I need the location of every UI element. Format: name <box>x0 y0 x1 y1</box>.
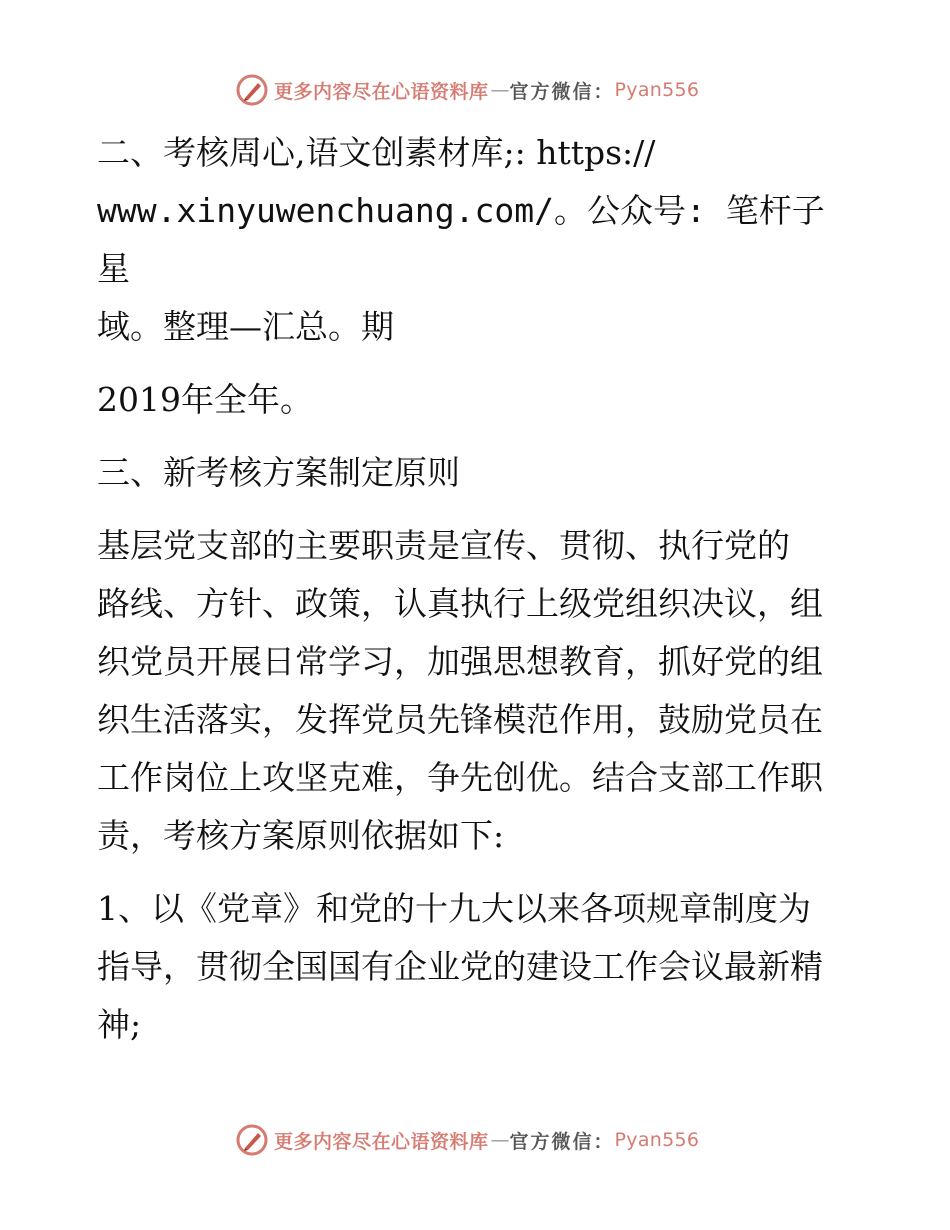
text-line: 基层党支部的主要职责是宣传、贯彻、执行党的 <box>97 526 790 565</box>
paragraph-year <box>97 371 857 429</box>
text-line: 神; <box>97 1005 142 1044</box>
pen-logo-icon <box>236 1124 268 1156</box>
pen-logo-icon <box>236 74 268 106</box>
text-line: 三、新考核方案制定原则 <box>97 453 460 492</box>
text-line: 域。整理—汇总。期 <box>97 307 394 346</box>
banner-main-text: 更多内容尽在心语资料库 <box>274 80 489 103</box>
banner-wechat-id: Pyan556 <box>614 79 700 101</box>
footer-watermark <box>236 1122 699 1158</box>
text-line: 路线、方针、政策，认真执行上级党组织决议，组 <box>97 584 823 623</box>
text-line: 1、以《党章》和党的十九大以来各项规章制度为 <box>97 889 811 928</box>
text-line: 责，考核方案原则依据如下: <box>97 816 505 855</box>
banner-wechat-id: Pyan556 <box>614 1129 700 1151</box>
banner-dash: — <box>490 1129 508 1151</box>
text-line: 指导，贯彻全国国有企业党的建设工作会议最新精 <box>97 947 823 986</box>
section-heading-three <box>97 444 857 502</box>
banner-wechat-label: 官方微信： <box>509 80 615 103</box>
paragraph-principle-one <box>97 880 857 1054</box>
banner-wechat-label: 官方微信： <box>509 1130 615 1153</box>
text-line: 二、考核周心,语文创素材库;: https:// <box>97 133 656 172</box>
banner-main-text: 更多内容尽在心语资料库 <box>274 1130 489 1153</box>
text-line: 2019年全年。 <box>97 380 313 419</box>
paragraph-duties <box>97 517 857 865</box>
text-line: 工作岗位上攻坚克难，争先创优。结合支部工作职 <box>97 758 823 797</box>
banner-dash: — <box>490 79 508 101</box>
text-line: 织党员开展日常学习，加强思想教育，抓好党的组 <box>97 642 823 681</box>
header-watermark <box>236 72 699 108</box>
document-body <box>97 124 857 1054</box>
paragraph-section-two <box>97 124 857 356</box>
text-line: www.xinyuwenchuang.com/。公众号: 笔杆子星 <box>97 191 825 288</box>
text-line: 织生活落实，发挥党员先锋模范作用，鼓励党员在 <box>97 700 823 739</box>
